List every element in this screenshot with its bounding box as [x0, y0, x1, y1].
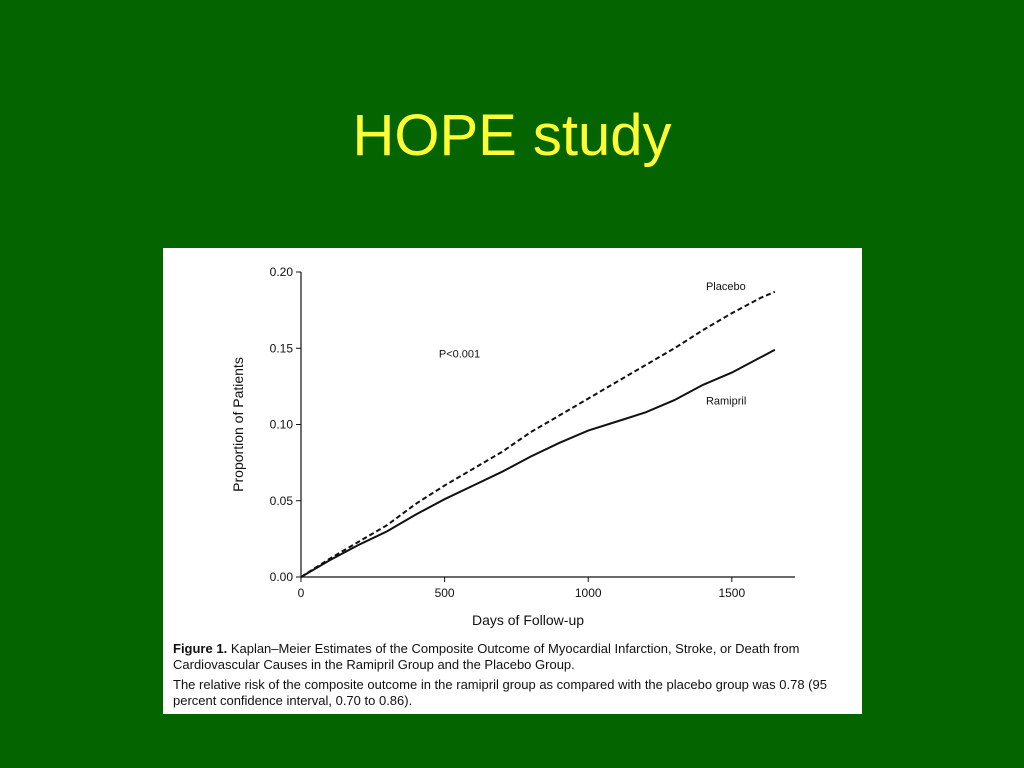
- caption-title-text: Kaplan–Meier Estimates of the Composite Outcome of Myocardial Infarction, Stroke, or Death from Cardiovascular Causes in the Ramipril Group and the Placebo Group.: [173, 641, 800, 672]
- p-value-annotation: P<0.001: [438, 348, 481, 361]
- series-line-ramipril: [301, 350, 775, 577]
- slide-title: HOPE study: [352, 103, 672, 168]
- figure-caption: [173, 641, 858, 713]
- kaplan-meier-chart: [163, 248, 862, 638]
- y-tick-label: 0.05: [269, 493, 293, 508]
- x-tick-label: 0: [297, 586, 305, 600]
- series-label-ramipril: Ramipril: [705, 395, 747, 408]
- caption-body: The relative risk of the composite outcome in the ramipril group as compared with the placebo group was 0.78 (95 percent confidence interval, 0.70 to 0.86).: [173, 677, 827, 708]
- y-tick-label: 0.15: [269, 341, 293, 356]
- figure-panel: [163, 248, 862, 714]
- y-tick-label: 0.10: [269, 417, 293, 432]
- x-tick-label: 500: [434, 586, 455, 600]
- y-tick-label: 0.00: [269, 570, 293, 584]
- x-tick-label: 1000: [574, 586, 602, 600]
- y-axis-label: Proportion of Patients: [230, 357, 246, 492]
- figure-label: Figure 1.: [173, 641, 228, 656]
- x-tick-label: 1500: [718, 586, 746, 600]
- series-label-placebo: Placebo: [705, 280, 746, 293]
- y-tick-label: 0.20: [269, 265, 293, 279]
- caption-title: [173, 641, 858, 673]
- x-axis-label: Days of Follow-up: [471, 612, 585, 628]
- series-line-placebo: [301, 292, 775, 577]
